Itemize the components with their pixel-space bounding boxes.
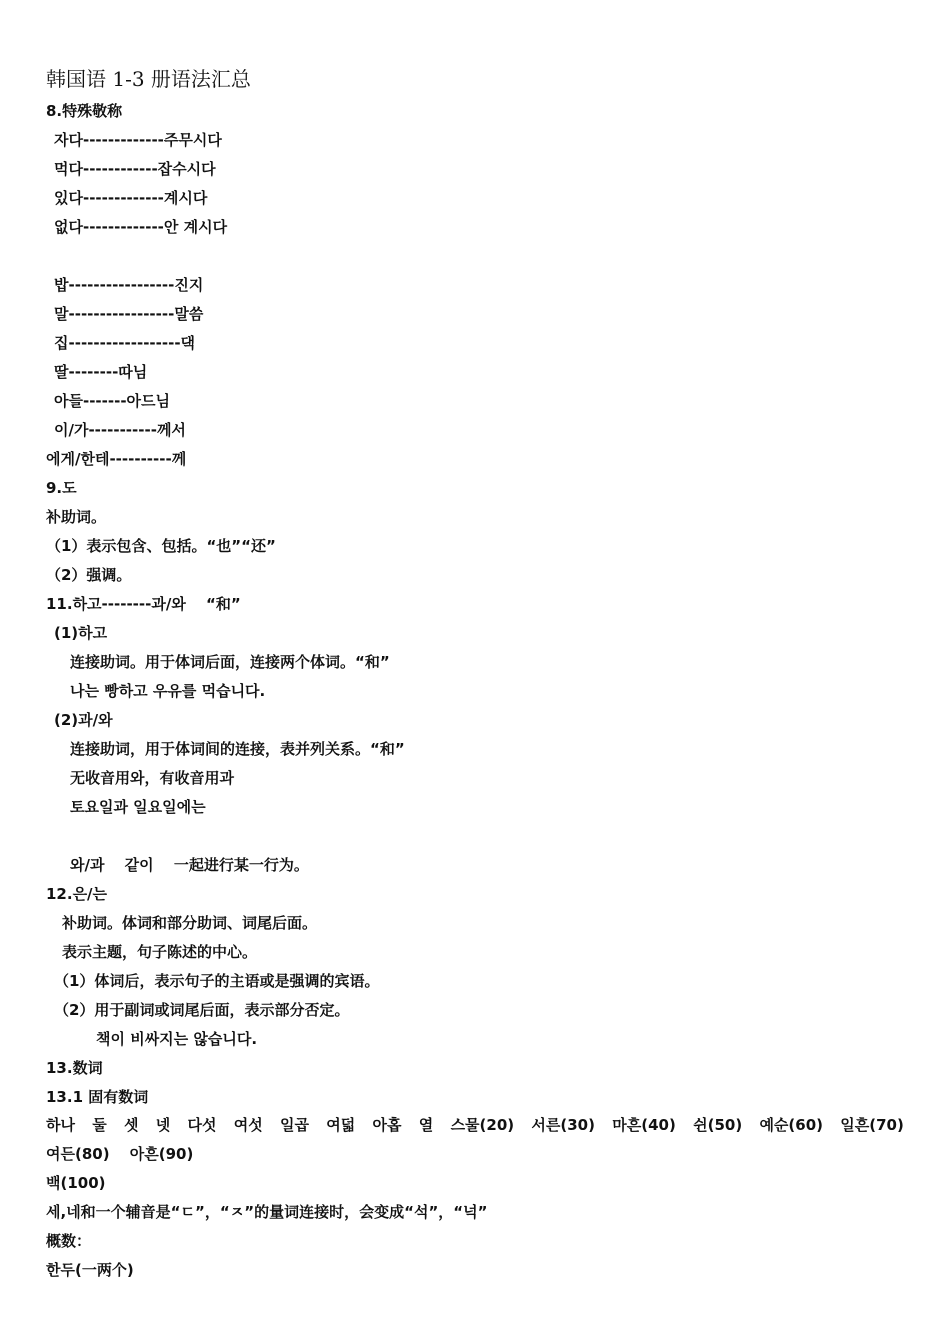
number-word: 열 (418, 1116, 434, 1134)
number-word: 여섯 (233, 1116, 263, 1134)
section-9-item: （2）强调。 (46, 566, 132, 584)
section-12-item: （1）体词后，表示句子的主语或是强调的宾语。 (54, 972, 380, 990)
section-11-description: 连接助词。用于体词后面，连接两个体词。“和” (70, 653, 390, 671)
section-12-heading: 12.은/는 (46, 885, 108, 903)
counter-note: 세,네和一个辅音是“ㄷ”，“ㅈ”的量词连接时，会变成“석”，“넉” (46, 1203, 488, 1221)
number-word: 서른(30) (531, 1116, 595, 1134)
number-word: 쉰(50) (693, 1116, 743, 1134)
section-8-heading: 8.特殊敬称 (46, 102, 123, 120)
honorific-particle-line: 에게/한테----------께 (46, 450, 187, 468)
approx-example: 한두(一两个) (46, 1261, 134, 1279)
section-9-item: （1）表示包含、包括。“也”“还” (46, 537, 276, 555)
section-12-description: 表示主题，句子陈述的中心。 (62, 943, 258, 961)
native-numbers-row-2: 여든(80) 아흔(90) (46, 1145, 194, 1163)
honorific-noun-line: 집------------------댁 (54, 334, 196, 352)
section-13-heading: 13.数词 (46, 1059, 103, 1077)
honorific-noun-line: 말-----------------말씀 (54, 305, 204, 323)
number-word: 셋 (124, 1116, 139, 1134)
honorific-noun-line: 아들-------아드님 (54, 392, 171, 410)
number-word: 둘 (92, 1116, 107, 1134)
section-11-example: 토요일과 일요일에는 (70, 798, 206, 816)
section-11-rule: 无收音用와，有收音用과 (70, 769, 234, 787)
honorific-verb-line: 먹다------------잡수시다 (54, 160, 216, 178)
number-word: 여덟 (326, 1116, 356, 1134)
honorific-noun-line: 이/가-----------께서 (54, 421, 186, 439)
number-word: 일흔(70) (840, 1116, 904, 1134)
number-word: 하나 (46, 1116, 75, 1134)
section-9-description: 补助词。 (46, 508, 107, 526)
document-title: 韩国语 1-3 册语法汇总 (46, 67, 251, 91)
section-11-description: 连接助词，用于体词间的连接，表并列关系。“和” (70, 740, 405, 758)
section-11-example: 나는 빵하고 우유를 먹습니다. (70, 682, 266, 700)
section-12-example: 책이 비싸지는 않습니다. (96, 1030, 258, 1048)
section-9-heading: 9.도 (46, 479, 77, 497)
section-11-extra: 와/과 같이 一起进行某一行为。 (70, 856, 309, 874)
number-word: 마흔(40) (612, 1116, 676, 1134)
number-word: 다섯 (187, 1116, 217, 1134)
number-word: 아홉 (372, 1116, 402, 1134)
honorific-verb-line: 없다-------------안 계시다 (54, 218, 228, 236)
honorific-verb-line: 있다-------------계시다 (54, 189, 208, 207)
number-word: 일곱 (280, 1116, 310, 1134)
honorific-verb-line: 자다-------------주무시다 (54, 131, 222, 149)
approx-heading: 概数： (46, 1232, 92, 1250)
honorific-noun-line: 딸--------따님 (54, 363, 148, 381)
native-numbers-row (46, 1115, 904, 1135)
hundred-line: 백(100) (46, 1174, 106, 1192)
section-11-heading: 11.하고--------과/와 “和” (46, 595, 241, 613)
number-word: 예순(60) (759, 1116, 824, 1134)
number-word: 스물(20) (450, 1116, 515, 1134)
section-11-subheading: (2)과/와 (54, 711, 113, 729)
section-13-subheading: 13.1 固有数词 (46, 1088, 149, 1106)
section-12-item: （2）用于副词或词尾后面，表示部分否定。 (54, 1001, 350, 1019)
section-12-description: 补助词。体词和部分助词、词尾后面。 (62, 914, 318, 932)
section-11-subheading: (1)하고 (54, 624, 108, 642)
number-word: 넷 (155, 1116, 171, 1134)
honorific-noun-line: 밥-----------------진지 (54, 276, 204, 294)
